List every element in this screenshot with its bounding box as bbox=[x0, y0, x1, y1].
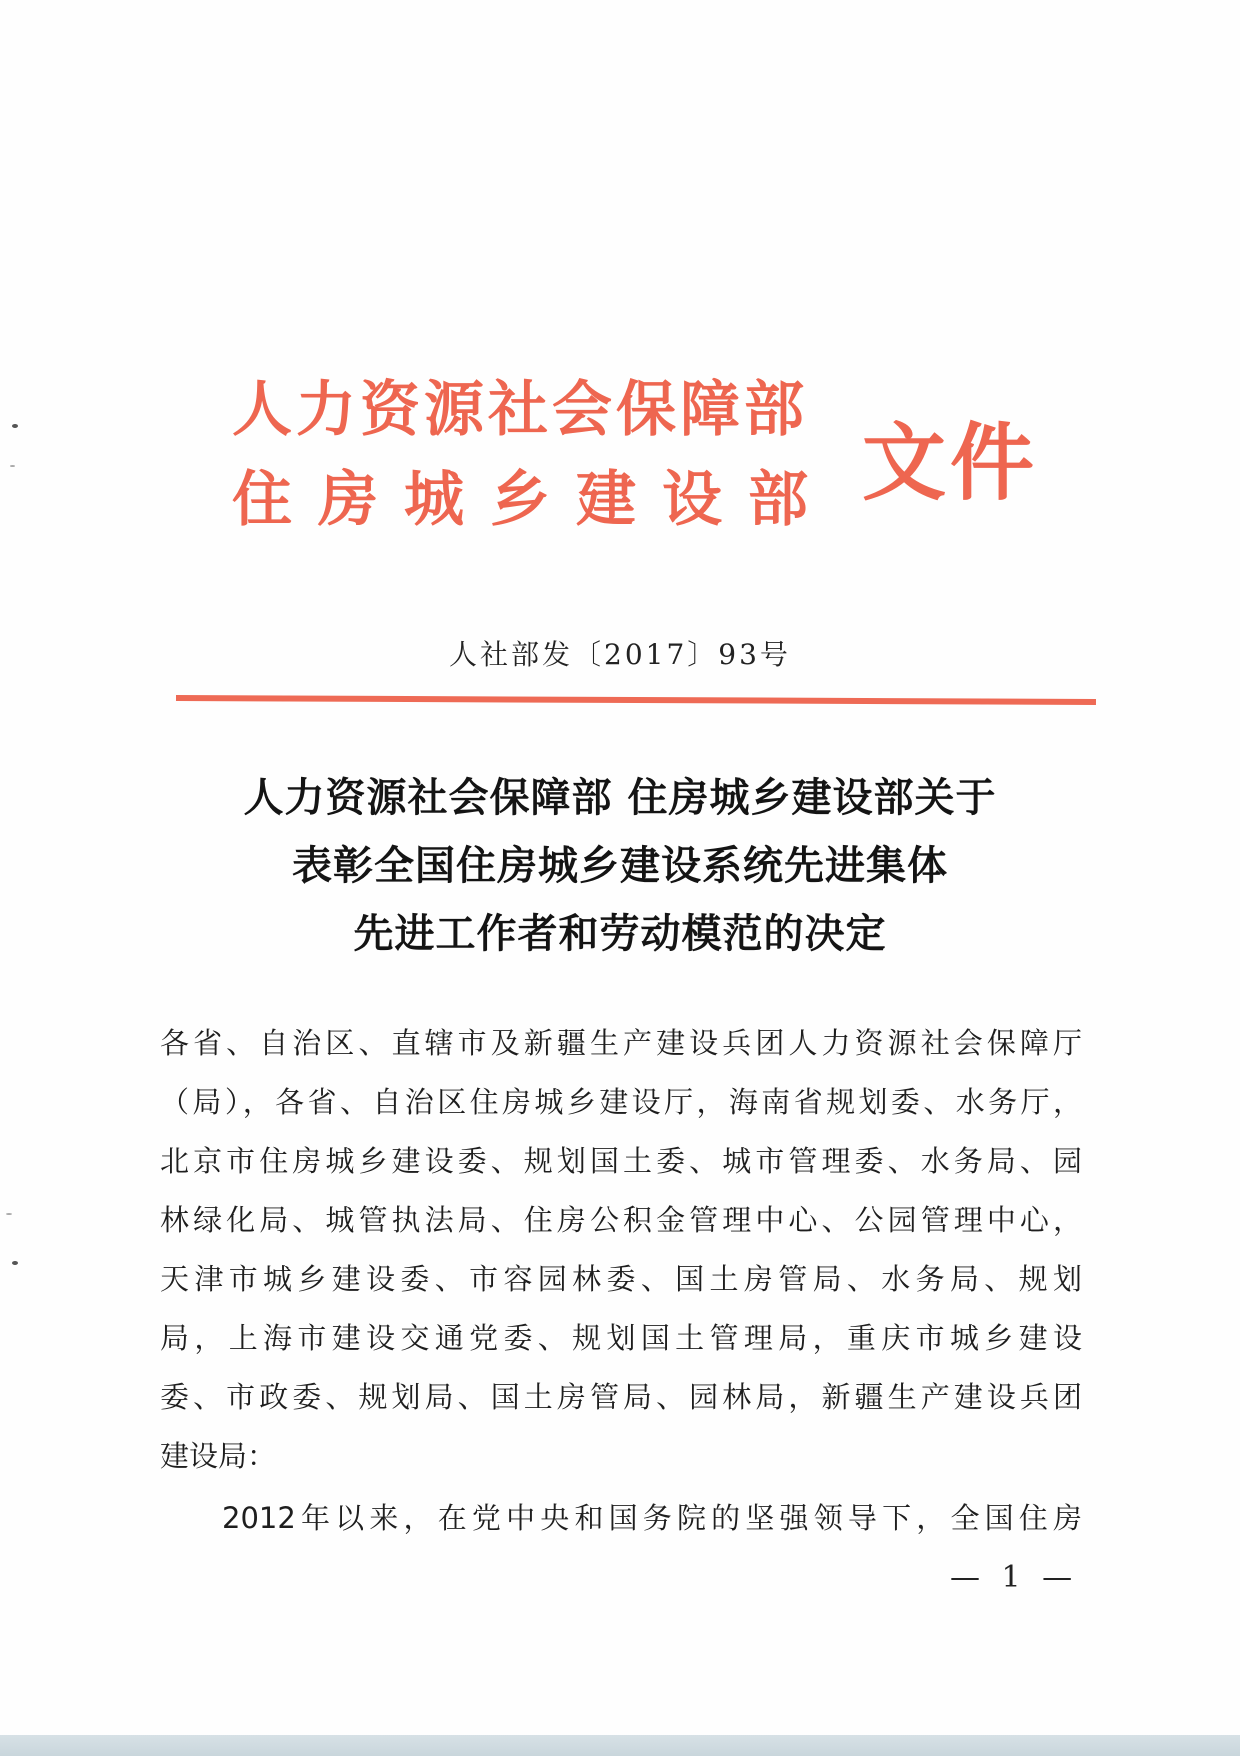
scan-speck bbox=[6, 1213, 12, 1215]
document-title-line-1: 人力资源社会保障部 住房城乡建设部关于 bbox=[243, 774, 997, 821]
body-paragraph-start: 2012年以来，在党中央和国务院的坚强领导下，全国住房 bbox=[222, 1501, 1082, 1535]
scan-edge-band bbox=[0, 1735, 1240, 1756]
scan-speck bbox=[12, 424, 18, 428]
addressee-line: 委、市政委、规划局、国土房管局、园林局，新疆生产建设兵团 bbox=[160, 1380, 1082, 1414]
scan-speck bbox=[12, 1261, 18, 1265]
scan-speck bbox=[10, 465, 15, 467]
addressee-line: 北京市住房城乡建设委、规划国土委、城市管理委、水务局、园 bbox=[160, 1144, 1082, 1178]
document-title-line-3: 先进工作者和劳动模范的决定 bbox=[353, 910, 887, 957]
document-title-line-2: 表彰全国住房城乡建设系统先进集体 bbox=[292, 842, 948, 889]
addressee-line: 各省、自治区、直辖市及新疆生产建设兵团人力资源社会保障厅 bbox=[160, 1026, 1082, 1060]
page-number: — 1 — bbox=[950, 1560, 1079, 1595]
issuing-org-1: 人力资源社会保障部 bbox=[232, 375, 808, 445]
document-type-label: 文件 bbox=[862, 413, 1039, 512]
addressee-line: 林绿化局、城管执法局、住房公积金管理中心、公园管理中心， bbox=[160, 1203, 1082, 1237]
document-number: 人社部发〔2017〕93号 bbox=[449, 638, 791, 671]
addressee-line: 局，上海市建设交通党委、规划国土管理局，重庆市城乡建设 bbox=[160, 1321, 1082, 1355]
addressee-line: 天津市城乡建设委、市容园林委、国土房管局、水务局、规划 bbox=[160, 1262, 1082, 1296]
addressee-line: （局），各省、自治区住房城乡建设厅，海南省规划委、水务厅， bbox=[160, 1085, 1082, 1119]
addressee-line: 建设局： bbox=[160, 1439, 277, 1473]
red-divider-rule bbox=[176, 695, 1096, 705]
issuing-org-2: 住房城乡建设部 bbox=[232, 465, 834, 535]
